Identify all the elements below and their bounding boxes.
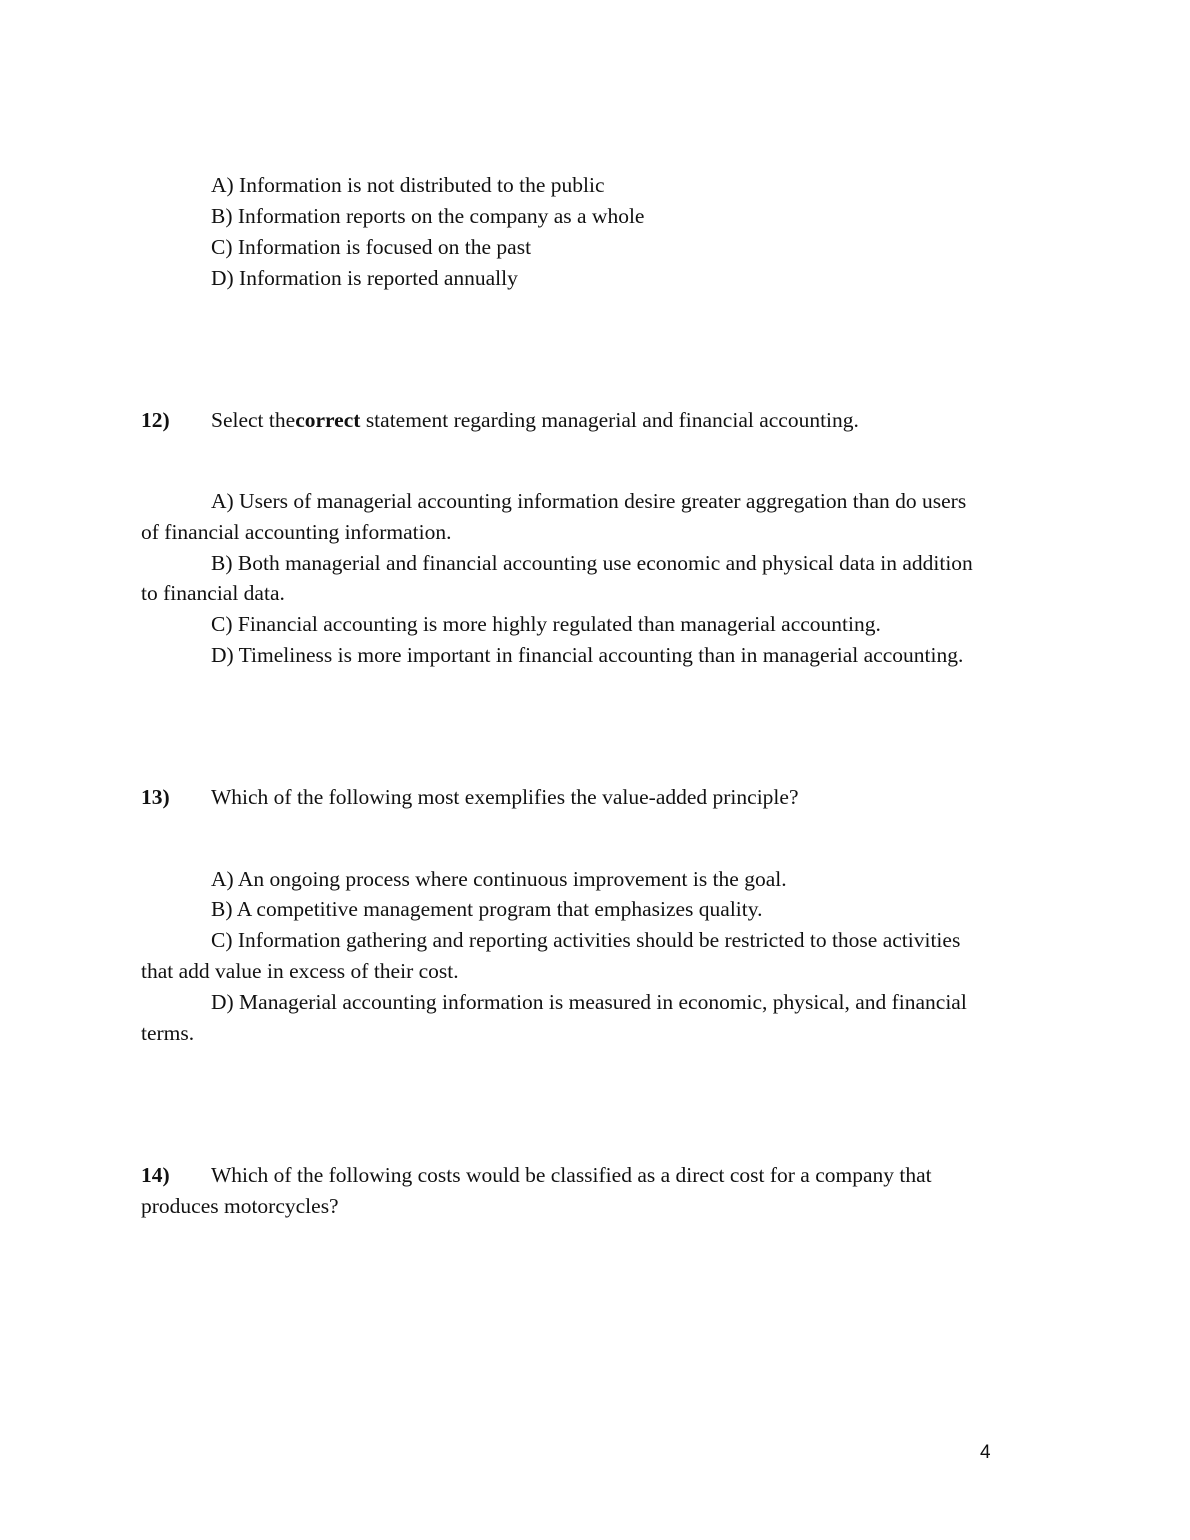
q12-prompt-before: Select the [211, 408, 296, 432]
q14-prompt-line1: Which of the following costs would be classified as a direct cost for a company that [211, 1163, 932, 1187]
q12-option-b-line2: to financial data. [141, 581, 285, 605]
q13-option-c-line2: that add value in excess of their cost. [141, 959, 459, 983]
q11-option-b: B) Information reports on the company as a whole [211, 204, 645, 228]
q13-option-b: B) A competitive management program that emphasizes quality. [211, 897, 763, 921]
q12-option-a-line2: of financial accounting information. [141, 520, 452, 544]
q13-prompt: Which of the following most exemplifies the value-added principle? [211, 785, 799, 809]
q12-prompt [211, 405, 859, 436]
q13-option-a: A) An ongoing process where continuous improvement is the goal. [211, 867, 787, 891]
q13-option-c-line1: C) Information gathering and reporting activities should be restricted to those activities [211, 928, 961, 952]
q14-prompt-line2: produces motorcycles? [141, 1194, 339, 1218]
q12-prompt-bold: correct [295, 408, 361, 432]
q13-option-d-line1: D) Managerial accounting information is measured in economic, physical, and financial [211, 990, 967, 1014]
q11-option-d: D) Information is reported annually [211, 266, 518, 290]
q11-option-a: A) Information is not distributed to the public [211, 173, 605, 197]
q12-option-b-line1: B) Both managerial and financial accounting use economic and physical data in addition [211, 551, 973, 575]
q13-option-d-line2: terms. [141, 1021, 195, 1045]
q11-option-c: C) Information is focused on the past [211, 235, 532, 259]
q12-option-c: C) Financial accounting is more highly regulated than managerial accounting. [211, 612, 881, 636]
q12-option-d: D) Timeliness is more important in financial accounting than in managerial accounting. [211, 643, 964, 667]
q12-number: 12) [141, 408, 170, 432]
q12-option-a-line1: A) Users of managerial accounting information desire greater aggregation than do users [211, 489, 967, 513]
q12-prompt-after: statement regarding managerial and financial accounting. [360, 408, 859, 432]
q13-number: 13) [141, 785, 170, 809]
page-number: 4 [980, 1442, 991, 1463]
q14-number: 14) [141, 1163, 170, 1187]
